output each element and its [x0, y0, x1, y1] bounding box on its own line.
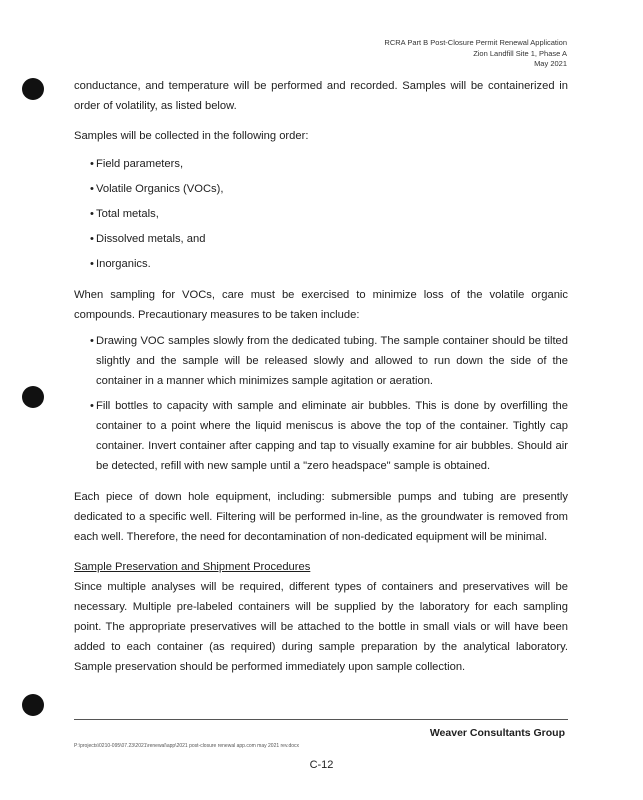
list-item: • Volatile Organics (VOCs), [74, 179, 568, 204]
file-path: P:\projects\0210-095\07.23\2021\renewal\app\2021 post-closure renewal app.com may 2021 rev.docx [74, 743, 300, 749]
binder-hole-middle [22, 386, 44, 408]
binder-hole-top [22, 78, 44, 100]
paragraph-continuation: conductance, and temperature will be performed and recorded. Samples will be containerized in order of volatility, as listed below. [74, 80, 568, 112]
list-item: • Drawing VOC samples slowly from the dedicated tubing. The sample container should be tilted slightly and the sample will be released slowly and allowed to run down the side of the container in a manner which minimizes sample agitation or aeration. [74, 331, 568, 391]
list-item: • Inorganics. [74, 254, 568, 279]
list-item: • Field parameters, [74, 154, 568, 179]
list-item: • Dissolved metals, and [74, 229, 568, 254]
page-number: C-12 [309, 759, 334, 771]
company-name: Weaver Consultants Group [429, 727, 565, 739]
paragraph-equipment: Each piece of down hole equipment, including: submersible pumps and tubing are presently dedicated to a specific well. Filtering will be performed in-line, as the groundwater is removed from each well. Therefore, the need for decontamination of non-dedicated equipment will be minimal. [74, 491, 568, 543]
binder-hole-bottom [22, 694, 44, 716]
header-date: May 2021 [534, 59, 567, 68]
paragraph-preservation: Since multiple analyses will be required, different types of containers and preservatives will be necessary. Multiple pre-labeled containers will be supplied by the laboratory for each sampling point. The appropriate preservatives will be attached to the bottle in small vials or will have been added to each container (as required) during sample preparation by the analytical laboratory. Sample preservation should be performed immediately upon sample collection. [74, 581, 568, 673]
header-site: Zion Landfill Site 1, Phase A [473, 48, 567, 58]
list-item: • Total metals, [74, 204, 568, 229]
document-body [74, 76, 568, 677]
sample-order-list [74, 154, 568, 279]
page-header [384, 38, 567, 70]
footer-divider [74, 719, 568, 720]
list-item: • Fill bottles to capacity with sample and eliminate air bubbles. This is done by overfilling the container to a point where the liquid meniscus is above the top of the container. Tightly cap container. Invert container after capping and tap to visually examine for air bubbles. Should air be detected, refill with new sample until a "zero headspace" sample is obtained. [74, 396, 568, 476]
section-heading: Sample Preservation and Shipment Procedures [74, 561, 311, 573]
paragraph-sample-order-intro: Samples will be collected in the following order: [74, 130, 309, 142]
header-title: RCRA Part B Post-Closure Permit Renewal Application [384, 38, 567, 47]
precaution-list [74, 331, 568, 476]
paragraph-voc-sampling: When sampling for VOCs, care must be exercised to minimize loss of the volatile organic compounds. Precautionary measures to be taken include: [74, 289, 568, 321]
